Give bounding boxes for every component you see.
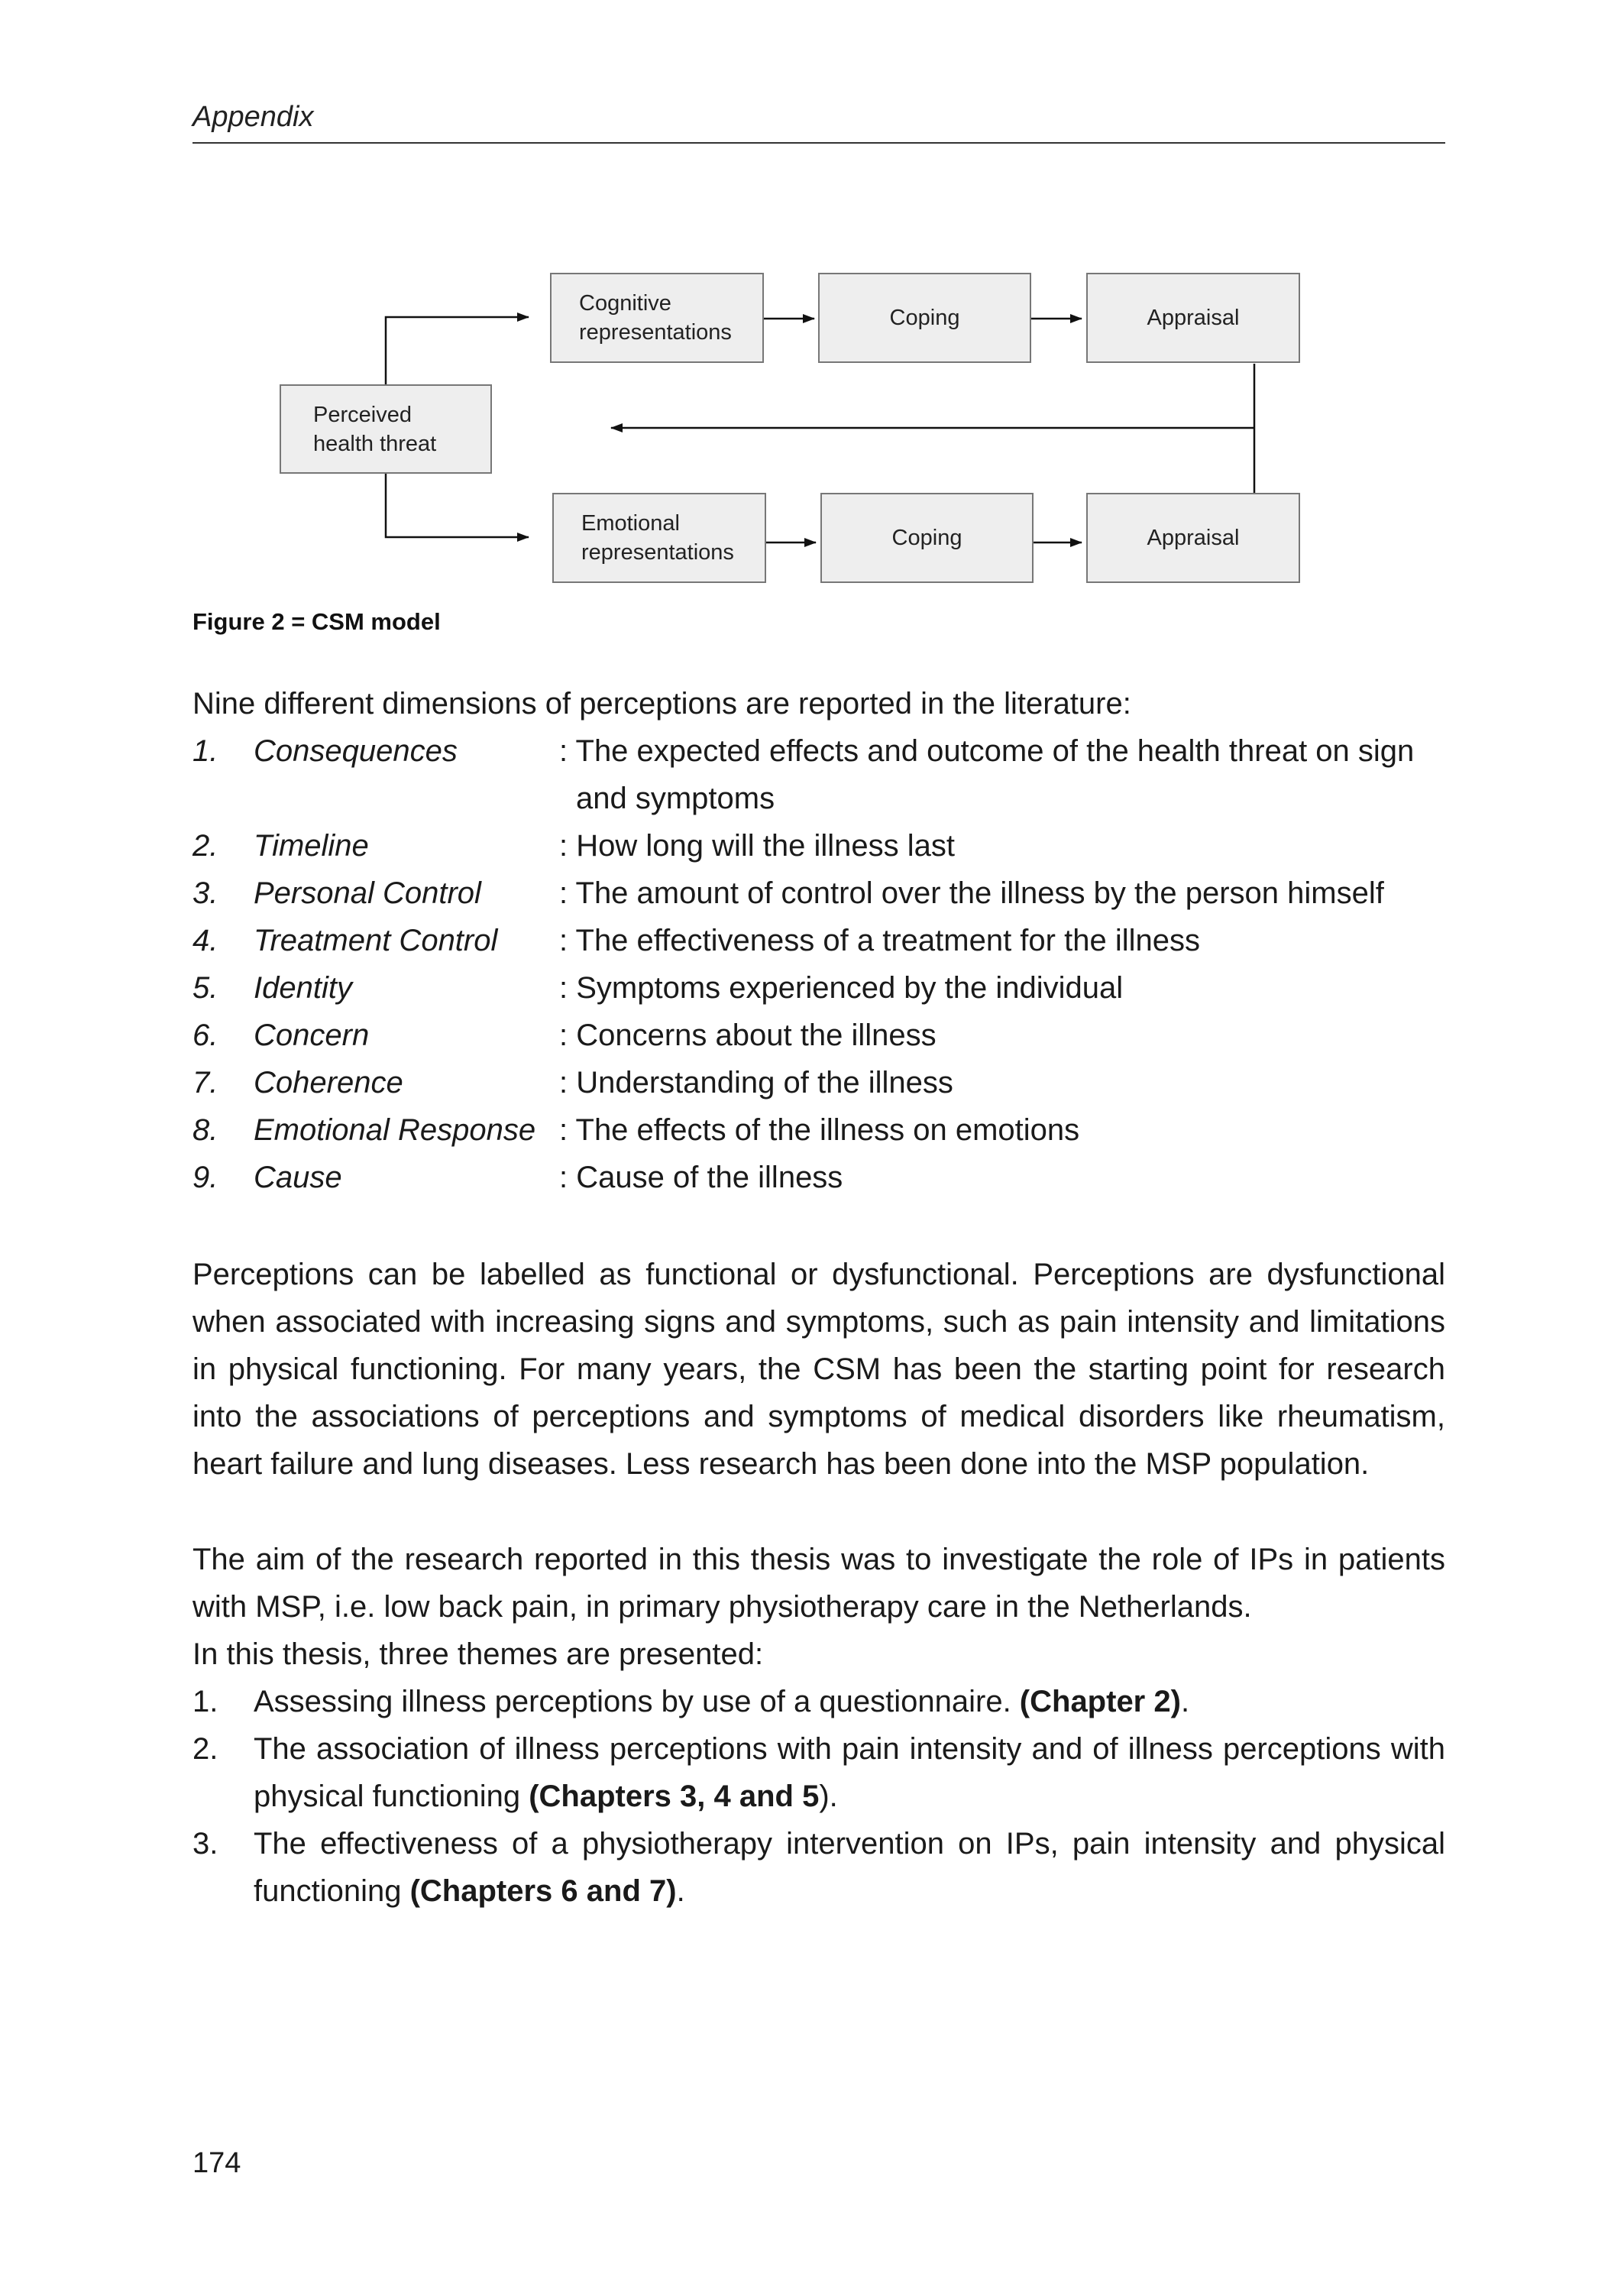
dimension-item: 2. Timeline : How long will the illness last <box>192 829 955 863</box>
dimension-item: 5. Identity : Symptoms experienced by the individual <box>192 971 1124 1005</box>
theme-item: 1. Assessing illness perceptions by use of a questionnaire. (Chapter 2). <box>192 1685 1190 1718</box>
coping-top-box: Coping <box>818 273 1031 363</box>
emotional-representations-box: Emotional representations <box>552 493 766 583</box>
dimension-item: 6. Concern : Concerns about the illness <box>192 1019 937 1052</box>
dimensions-intro: Nine different dimensions of perceptions are reported in the literature: <box>192 687 1131 721</box>
perceived-health-threat-box: Perceived health threat <box>280 384 492 474</box>
dimension-item: 1. Consequences : The expected effects and outcome of the health threat on sign and symptoms <box>192 734 1415 815</box>
arrow-perceived-to-emotional <box>386 474 529 537</box>
dimension-item: 9. Cause : Cause of the illness <box>192 1161 843 1194</box>
paragraph-aim: The aim of the research reported in this thesis was to investigate the role of IPs in patients with MSP, i.e. low back pain, in primary physiotherapy care in the Netherlands. <box>192 1543 1445 1624</box>
dimension-item: 4. Treatment Control : The effectiveness of a treatment for the illness <box>192 924 1200 957</box>
dimension-item: 8. Emotional Response : The effects of the illness on emotions <box>192 1113 1080 1147</box>
cognitive-representations-box: Cognitive representations <box>550 273 764 363</box>
paragraph-perceptions: Perceptions can be labelled as functional or dysfunctional. Perceptions are dysfunctional when associated with increasing signs and symptoms, such as pain intensity and limitations in physical functioning. For many years, the CSM has been the starting point for research into the associations of perceptions and symptoms of medical disorders like rheumatism, heart failure and lung diseases. Less research has been done into the MSP population. <box>192 1258 1445 1481</box>
arrow-perceived-to-cognitive <box>386 317 529 384</box>
appraisal-top-box: Appraisal <box>1086 273 1300 363</box>
paragraph-themes-intro: In this thesis, three themes are presented: <box>192 1637 764 1671</box>
theme-item: 3. The effectiveness of a physiotherapy intervention on IPs, pain intensity and physical functioning (Chapters 6 and 7). <box>192 1827 1445 1908</box>
dimension-item: 3. Personal Control : The amount of control over the illness by the person himself <box>192 876 1384 910</box>
page-number: 174 <box>192 2147 241 2179</box>
dimension-item: 7. Coherence : Understanding of the illness <box>192 1066 953 1100</box>
theme-item: 2. The association of illness perceptions with pain intensity and of illness perceptions with physical functioning (Chapters 3, 4 and 5). <box>192 1732 1445 1813</box>
figure-caption: Figure 2 = CSM model <box>192 608 441 635</box>
coping-bottom-box: Coping <box>820 493 1034 583</box>
running-header: Appendix <box>192 101 314 133</box>
diagram-connectors <box>0 0 1624 611</box>
csm-diagram <box>0 0 1624 611</box>
appraisal-bottom-box: Appraisal <box>1086 493 1300 583</box>
